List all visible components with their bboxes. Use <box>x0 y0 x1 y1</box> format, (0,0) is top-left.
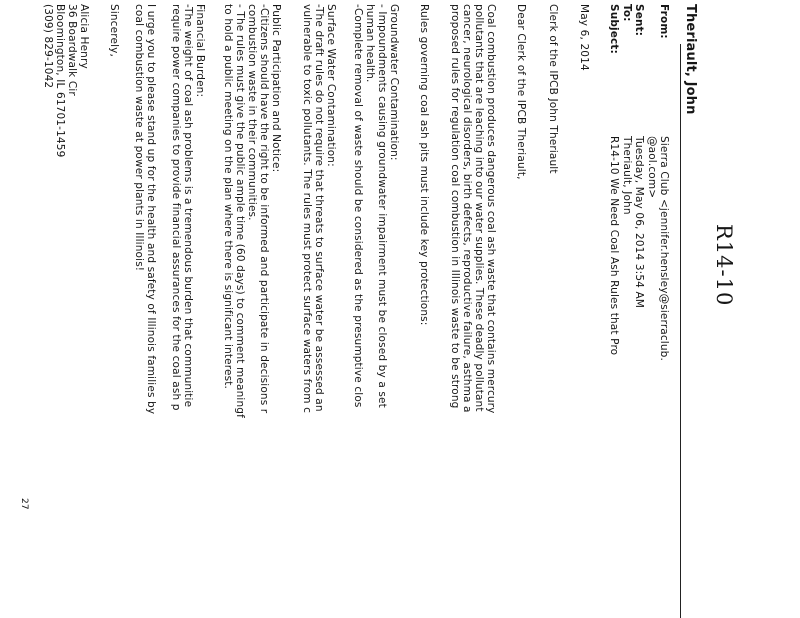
intro-line: proposed rules for regulation coal combustion in Illinois waste to be strong <box>449 4 461 409</box>
public-line: combustion waste in their communities. <box>246 4 258 221</box>
subject-label: Subject: <box>608 4 620 54</box>
signature-name: Alicia Henry <box>78 4 90 69</box>
public-line: -Citizens should have the right to be informed and participate in decisions r <box>258 4 270 414</box>
intro-line: pollutants that are leaching into our water supplies. These deadly pollutant <box>473 4 485 412</box>
surface-line: vulnerable to toxic pollutants. The rules must protect surface waters from c <box>301 4 313 414</box>
public-heading: Public Participation and Notice: <box>270 4 282 173</box>
header-divider <box>680 44 681 618</box>
salutation: Dear Clerk of the IPCB Theriault, <box>515 4 527 180</box>
closing-line: coal combustion waste at power plants in Illinois! <box>133 4 145 272</box>
signature-address: 36 Boardwalk Cir <box>66 4 78 96</box>
closing-line: I urge you to please stand up for the health and safety of Illinois families by <box>145 4 157 415</box>
surface-heading: Surface Water Contamination: <box>325 4 337 167</box>
groundwater-heading: Groundwater Contamination: <box>388 4 400 161</box>
sent-value: Tuesday, May 06, 2014 3:54 AM <box>633 136 645 309</box>
docket-number: R14-10 <box>712 224 736 307</box>
public-line: to hold a public meeting on the plan where there is significant interest. <box>222 4 234 389</box>
sent-label: Sent: <box>633 4 645 37</box>
to-label: To: <box>621 4 633 22</box>
groundwater-line: - Impoundments causing groundwater impairment must be closed by a set <box>376 4 388 408</box>
rules-line: Rules governing coal ash pits must include key protections: <box>418 4 430 326</box>
subject-value: R14-10 We Need Coal Ash Rules that Pro <box>608 136 620 356</box>
recipient-header-name: Theriault, John <box>683 4 698 115</box>
public-line: - The rules must give the public ample time (60 days) to comment meaningf <box>234 4 246 418</box>
financial-line: -The weight of coal ash problems is a tremendous burden that communitie <box>182 4 194 408</box>
from-value: Sierra Club <jennifer.hensley@sierraclub. <box>658 136 670 361</box>
financial-line: require power companies to provide financial assurances for the coal ash p <box>170 4 182 411</box>
to-value: Theriault, John <box>621 136 633 215</box>
page-number: 27 <box>19 498 29 510</box>
clerk-line: Clerk of the IPCB John Theriault <box>547 4 559 174</box>
financial-heading: Financial Burden: <box>194 4 206 98</box>
surface-line: -The draft rules do not require that threats to surface water be assessed an <box>313 4 325 412</box>
from-label: From: <box>658 4 670 39</box>
letter-date: May 6, 2014 <box>578 4 590 71</box>
signoff: Sincerely, <box>108 4 120 57</box>
groundwater-line: human health. <box>364 4 376 83</box>
intro-line: cancer, neurological disorders, birth defects, reproductive failure, asthma a <box>461 4 473 413</box>
signature-city: Bloomington, IL 61701-1459 <box>54 4 66 158</box>
groundwater-line: -Complete removal of waste should be considered as the presumptive clos <box>352 4 364 408</box>
from-value-continued: @aol.com> <box>646 136 658 199</box>
intro-line: Coal combustion produces dangerous coal ash waste that contains mercury <box>485 4 497 414</box>
signature-phone: (309) 829-1042 <box>42 4 54 89</box>
